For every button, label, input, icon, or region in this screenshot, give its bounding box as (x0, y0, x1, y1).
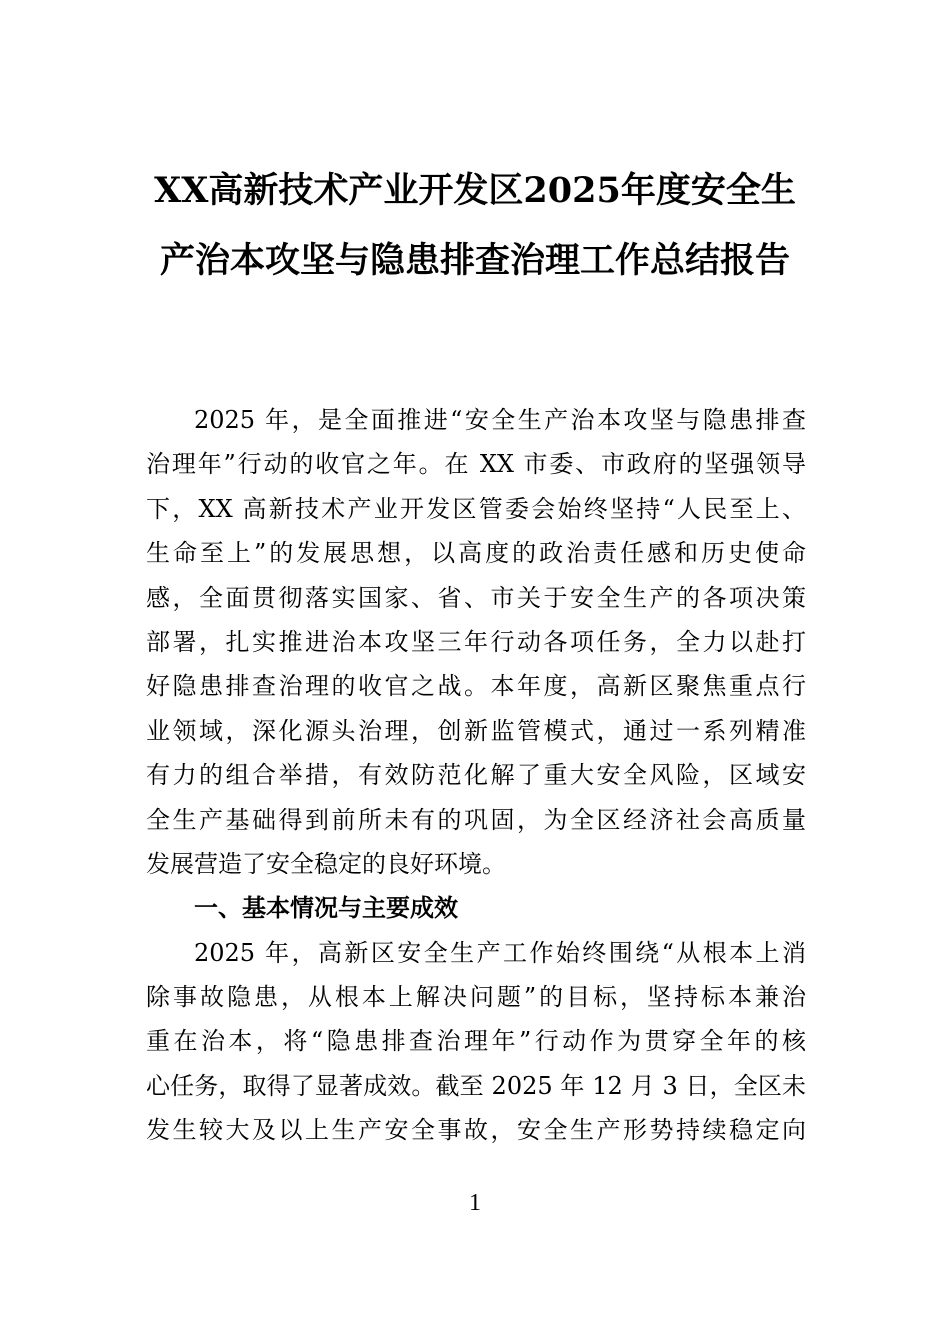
paragraph-section-1 (146, 931, 806, 1153)
paragraph-line: 发展营造了安全稳定的良好环境。 (146, 849, 506, 878)
paragraph-line: 好隐患排查治理的收官之战。本年度，高新区聚焦重点行 (146, 672, 806, 701)
paragraph-line: 部署，扎实推进治本攻坚三年行动各项任务，全力以赴打 (146, 627, 806, 656)
paragraph-line: 2025 年，高新区安全生产工作始终围绕“从根本上消 (194, 938, 806, 967)
paragraph-line: 除事故隐患，从根本上解决问题”的目标，坚持标本兼治 (146, 983, 806, 1012)
paragraph-line: 生命至上”的发展思想，以高度的政治责任感和历史使命 (146, 539, 806, 568)
paragraph-line: 全生产基础得到前所未有的巩固，为全区经济社会高质量 (146, 805, 806, 834)
document-title (130, 168, 820, 308)
page-number: 1 (469, 1190, 481, 1216)
paragraph-line: 发生较大及以上生产安全事故，安全生产形势持续稳定向 (146, 1116, 806, 1145)
paragraph-line: 重在治本，将“隐患排查治理年”行动作为贯穿全年的核 (146, 1027, 806, 1056)
paragraph-line: 心任务，取得了显著成效。截至 2025 年 12 月 3 日，全区未 (146, 1071, 806, 1100)
paragraph-line: 业领域，深化源头治理，创新监管模式，通过一系列精准 (146, 716, 806, 745)
section-heading-1: 一、基本情况与主要成效 (194, 894, 458, 923)
paragraph-line: 2025 年，是全面推进“安全生产治本攻坚与隐患排查 (194, 406, 806, 434)
document-body (146, 398, 806, 1153)
paragraph-line: 感，全面贯彻落实国家、省、市关于安全生产的各项决策 (146, 583, 806, 612)
paragraph-line: 下，XX 高新技术产业开发区管委会始终坚持“人民至上、 (146, 494, 806, 523)
paragraph-line: 治理年”行动的收官之年。在 XX 市委、市政府的坚强领导 (146, 450, 806, 479)
paragraph-intro (146, 398, 806, 886)
paragraph-line: 有力的组合举措，有效防范化解了重大安全风险，区域安 (146, 761, 806, 790)
title-line-2: 产治本攻坚与隐患排查治理工作总结报告 (159, 240, 790, 281)
title-line-1: XX高新技术产业开发区2025年度安全生 (154, 170, 796, 211)
